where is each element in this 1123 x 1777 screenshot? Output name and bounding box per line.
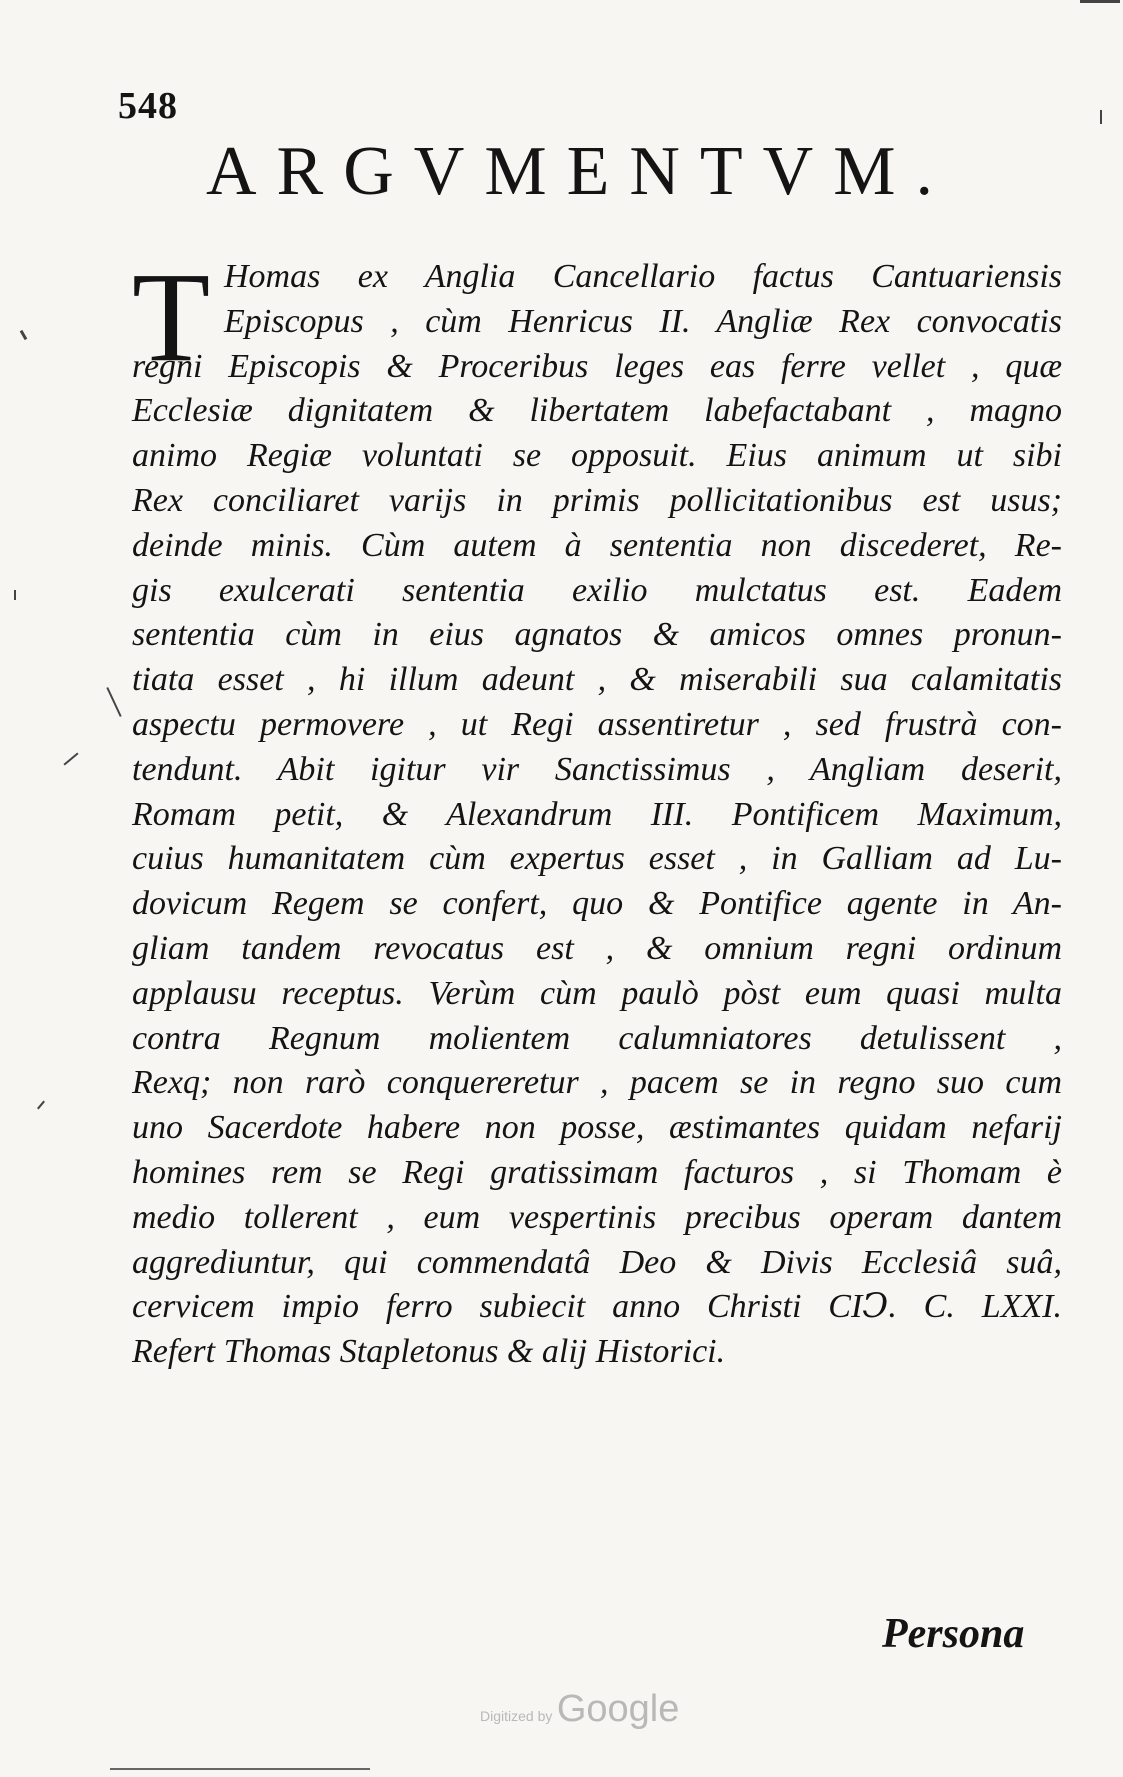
scan-speck (20, 330, 28, 340)
page-title: ARGVMENTVM. (206, 133, 953, 210)
text-line: deinde minis. Cùm autem à sententia non discederet, Re- (132, 526, 1062, 564)
text-line: dovicum Regem se confert, quo & Pontifice agente in An- (132, 885, 1062, 923)
scan-speck (37, 1101, 45, 1110)
text-line: uno Sacerdote habere non posse, æstimantes quidam nefarij (132, 1109, 1062, 1147)
text-line: gis exulcerati sententia exilio mulctatus est. Eadem (132, 571, 1062, 609)
page-number: 548 (118, 85, 178, 127)
text-line: gliam tandem revocatus est , & omnium regni ordinum (132, 929, 1062, 967)
scan-speck (1080, 0, 1120, 3)
text-line: aspectu permovere , ut Regi assentiretur , sed frustrà con- (132, 705, 1062, 743)
text-line: applausu receptus. Verùm cùm paulò pòst eum quasi multa (132, 974, 1062, 1012)
text-line: contra Regnum molientem calumniatores detulissent , (132, 1019, 1062, 1057)
scan-speck (14, 590, 16, 600)
digitization-watermark (480, 1688, 679, 1731)
watermark-brand: Google (556, 1688, 680, 1730)
body-text (132, 246, 1062, 1375)
drop-cap: T (132, 246, 211, 388)
scan-speck (106, 687, 121, 717)
text-line: cuius humanitatem cùm expertus esset , in Galliam ad Lu- (132, 840, 1062, 878)
text-line: sententia cùm in eius agnatos & amicos omnes pronun- (132, 616, 1062, 654)
watermark-prefix: Digitized by (480, 1708, 553, 1724)
text-line: Rexq; non rarò conquereretur , pacem se in regno suo cum (132, 1064, 1062, 1102)
text-line: animo Regiæ voluntati se opposuit. Eius animum ut sibi (132, 437, 1062, 475)
text-line: homines rem se Regi gratissimam facturos , si Thomam è (132, 1153, 1062, 1191)
text-line: Rex conciliaret varijs in primis pollicitationibus est usus; (132, 481, 1062, 519)
scan-speck (1100, 110, 1102, 124)
text-line: cervicem impio ferro subiecit anno Christi CIↃ. C. LXXI. (132, 1288, 1062, 1326)
text-line: medio tollerent , eum vespertinis precibus operam dantem (132, 1198, 1062, 1236)
text-line: Romam petit, & Alexandrum III. Pontificem Maximum, (132, 795, 1062, 833)
text-line: tendunt. Abit igitur vir Sanctissimus , Angliam deserit, (132, 750, 1062, 788)
scan-speck (110, 1768, 370, 1770)
text-line: Ecclesiæ dignitatem & libertatem labefactabant , magno (132, 392, 1062, 430)
text-line: Homas ex Anglia Cancellario factus Cantuariensis (224, 258, 1062, 295)
scan-speck (63, 752, 78, 765)
text-line: regni Episcopis & Proceribus leges eas ferre vellet , quæ (132, 347, 1062, 385)
text-line: tiata esset , hi illum adeunt , & miserabili sua calamitatis (132, 661, 1062, 699)
catchword: Persona (882, 1611, 1025, 1657)
text-line: Refert Thomas Stapletonus & alij Historici. (132, 1333, 726, 1371)
text-line: aggrediuntur, qui commendatâ Deo & Divis Ecclesiâ suâ, (132, 1243, 1062, 1281)
text-line: Episcopus , cùm Henricus II. Angliæ Rex convocatis (224, 302, 1062, 340)
